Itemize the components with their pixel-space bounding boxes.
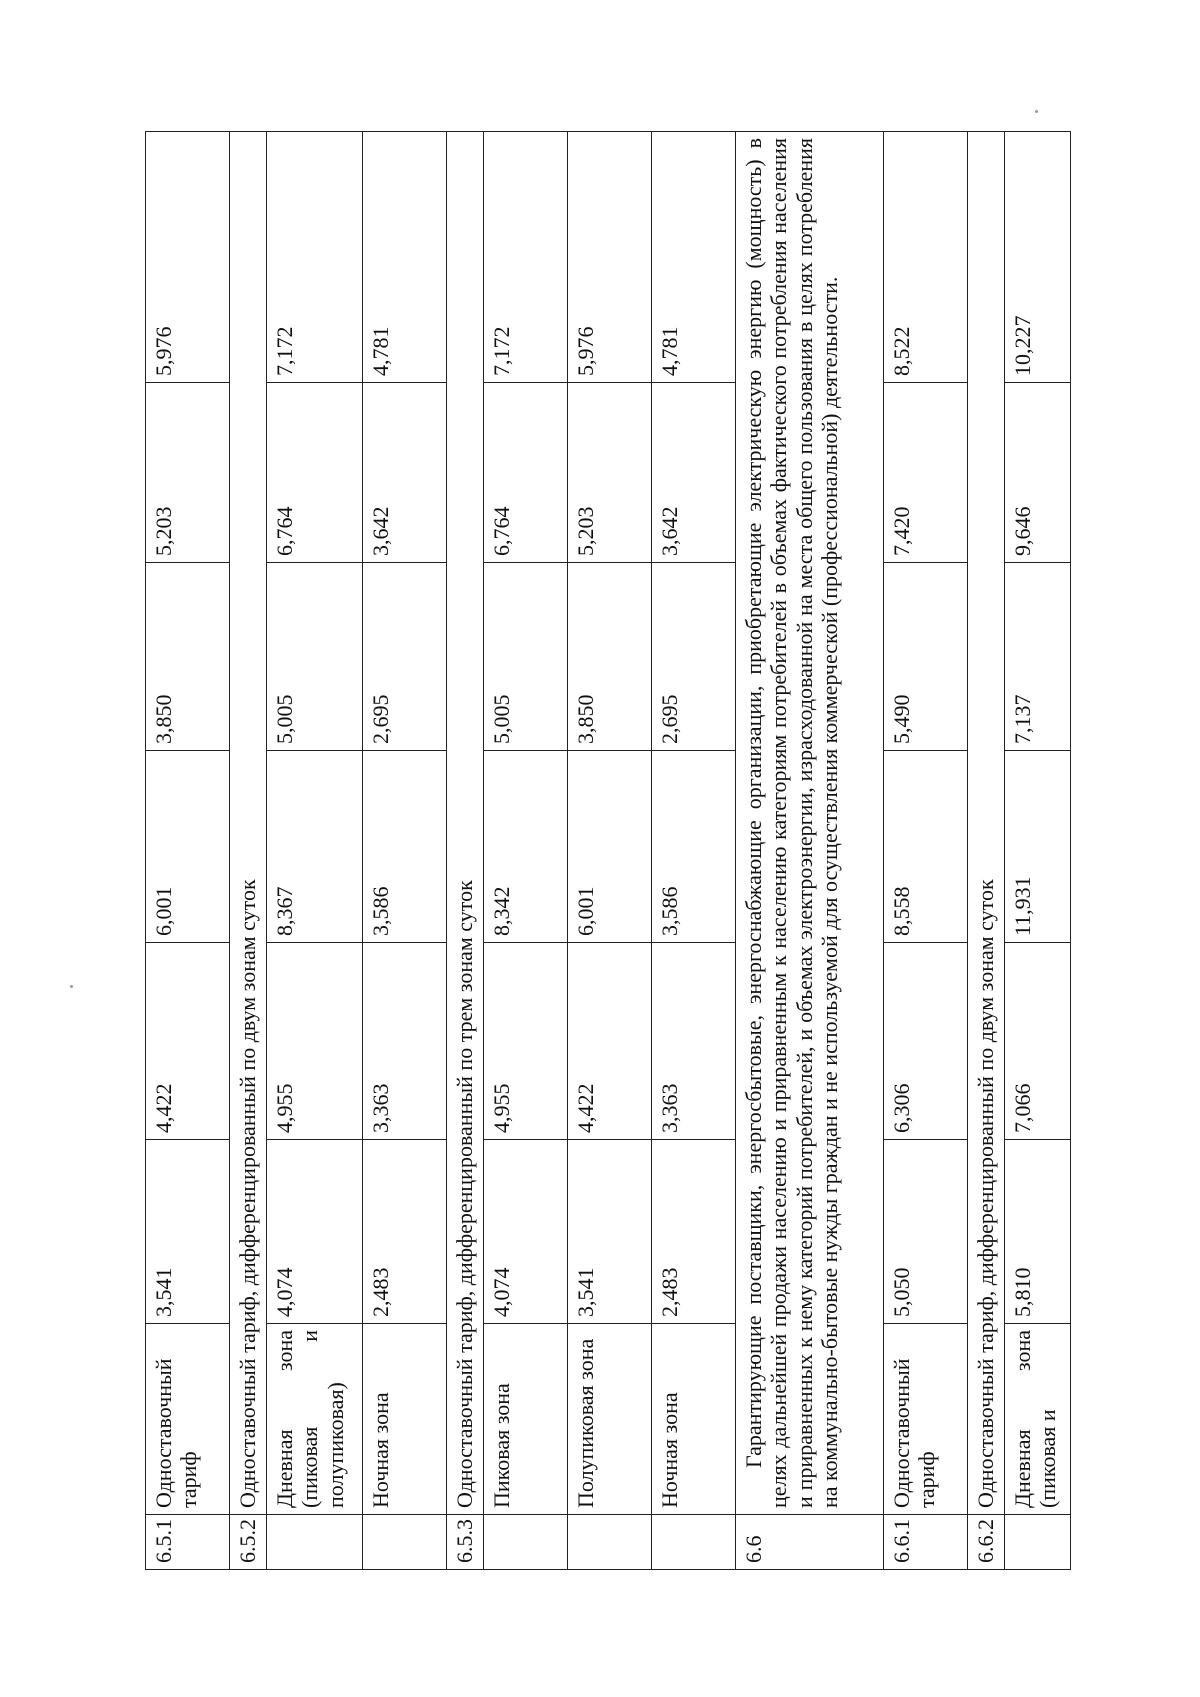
row-number-empty <box>1005 1515 1071 1570</box>
tariff-value: 8,558 <box>884 751 968 943</box>
tariff-value: 2,483 <box>363 1140 447 1324</box>
section-header: Одноставочный тариф, дифференцированный по трем зонам суток <box>447 132 484 1515</box>
row-number-empty <box>363 1515 447 1570</box>
row-number: 6.5.1 <box>146 1515 230 1570</box>
tariff-value: 4,955 <box>484 943 568 1140</box>
tariff-value: 4,781 <box>652 132 736 383</box>
table-section-row <box>968 132 1005 1570</box>
rotated-table-container <box>145 132 1061 1570</box>
tariff-name: Дневная зона (пиковая и <box>1005 1324 1071 1515</box>
tariff-value: 5,005 <box>267 563 363 751</box>
tariff-name: Одноставочный тариф <box>146 1324 230 1515</box>
tariff-value: 9,646 <box>1005 383 1071 563</box>
tariff-value: 7,172 <box>484 132 568 383</box>
tariff-value: 5,810 <box>1005 1140 1071 1324</box>
table-row <box>652 132 736 1570</box>
tariff-name: Одноставочный тариф <box>884 1324 968 1515</box>
tariff-value: 8,367 <box>267 751 363 943</box>
row-number: 6.5.3 <box>447 1515 484 1570</box>
row-number: 6.6 <box>736 1515 884 1570</box>
tariff-value: 3,586 <box>652 751 736 943</box>
tariff-value: 5,490 <box>884 563 968 751</box>
section-header: Одноставочный тариф, дифференцированный по двум зонам суток <box>968 132 1005 1515</box>
tariff-value: 11,931 <box>1005 751 1071 943</box>
tariff-value: 3,541 <box>568 1140 652 1324</box>
table-row <box>1005 132 1071 1570</box>
tariff-value: 5,203 <box>146 383 230 563</box>
table-text-row <box>736 132 884 1570</box>
tariff-name: Пиковая зона <box>484 1324 568 1515</box>
table-row <box>363 132 447 1570</box>
tariff-value: 2,695 <box>363 563 447 751</box>
table-row <box>267 132 363 1570</box>
tariff-value: 2,483 <box>652 1140 736 1324</box>
tariff-name: Ночная зона <box>363 1324 447 1515</box>
tariff-value: 3,850 <box>568 563 652 751</box>
row-number-empty <box>652 1515 736 1570</box>
table-row <box>568 132 652 1570</box>
tariff-name: Полупиковая зона <box>568 1324 652 1515</box>
scan-speck <box>70 985 73 988</box>
section-header: Одноставочный тариф, дифференцированный по двум зонам суток <box>230 132 267 1515</box>
tariff-value: 5,005 <box>484 563 568 751</box>
row-number: 6.6.2 <box>968 1515 1005 1570</box>
scan-speck <box>1035 110 1038 113</box>
tariff-value: 5,203 <box>568 383 652 563</box>
tariff-value: 4,074 <box>267 1140 363 1324</box>
tariff-value: 4,781 <box>363 132 447 383</box>
tariff-value: 7,066 <box>1005 943 1071 1140</box>
table-row <box>884 132 968 1570</box>
tariff-value: 3,541 <box>146 1140 230 1324</box>
table-row <box>146 132 230 1570</box>
tariff-value: 4,422 <box>146 943 230 1140</box>
tariff-value: 7,172 <box>267 132 363 383</box>
tariff-value: 6,001 <box>146 751 230 943</box>
tariff-value: 6,764 <box>267 383 363 563</box>
tariff-value: 8,342 <box>484 751 568 943</box>
table-section-row <box>447 132 484 1570</box>
row-number: 6.6.1 <box>884 1515 968 1570</box>
tariff-value: 4,955 <box>267 943 363 1140</box>
tariff-value: 5,050 <box>884 1140 968 1324</box>
row-number: 6.5.2 <box>230 1515 267 1570</box>
row-number-empty <box>267 1515 363 1570</box>
tariff-value: 7,420 <box>884 383 968 563</box>
table-row <box>484 132 568 1570</box>
tariff-table <box>145 131 1071 1570</box>
tariff-value: 5,976 <box>146 132 230 383</box>
row-number-empty <box>484 1515 568 1570</box>
tariff-value: 6,306 <box>884 943 968 1140</box>
tariff-value: 10,227 <box>1005 132 1071 383</box>
tariff-value: 6,001 <box>568 751 652 943</box>
tariff-value: 3,586 <box>363 751 447 943</box>
tariff-value: 6,764 <box>484 383 568 563</box>
tariff-value: 3,363 <box>652 943 736 1140</box>
tariff-name: Ночная зона <box>652 1324 736 1515</box>
tariff-value: 3,642 <box>652 383 736 563</box>
tariff-value: 3,850 <box>146 563 230 751</box>
section-description: Гарантирующие поставщики, энергосбытовые, энергоснабжающие организации, приобретающие электрическую энергию (мощность) в целях дальнейшей продажи населению и приравненным к населению категориям потребителей в объемах фактического потребления населения и приравненных к нему категорий потребителей, и объемах электроэнергии, израсходованной на места общего пользования в целях потребления на коммунально-бытовые нужды граждан и не используемой для осуществления коммерческой (профессиональной) деятельности. <box>736 132 884 1515</box>
tariff-value: 3,363 <box>363 943 447 1140</box>
tariff-value: 8,522 <box>884 132 968 383</box>
tariff-value: 4,422 <box>568 943 652 1140</box>
tariff-value: 3,642 <box>363 383 447 563</box>
tariff-value: 5,976 <box>568 132 652 383</box>
table-section-row <box>230 132 267 1570</box>
tariff-value: 4,074 <box>484 1140 568 1324</box>
row-number-empty <box>568 1515 652 1570</box>
tariff-value: 7,137 <box>1005 563 1071 751</box>
tariff-name: Дневная зона (пиковая и полупиковая) <box>267 1324 363 1515</box>
tariff-value: 2,695 <box>652 563 736 751</box>
